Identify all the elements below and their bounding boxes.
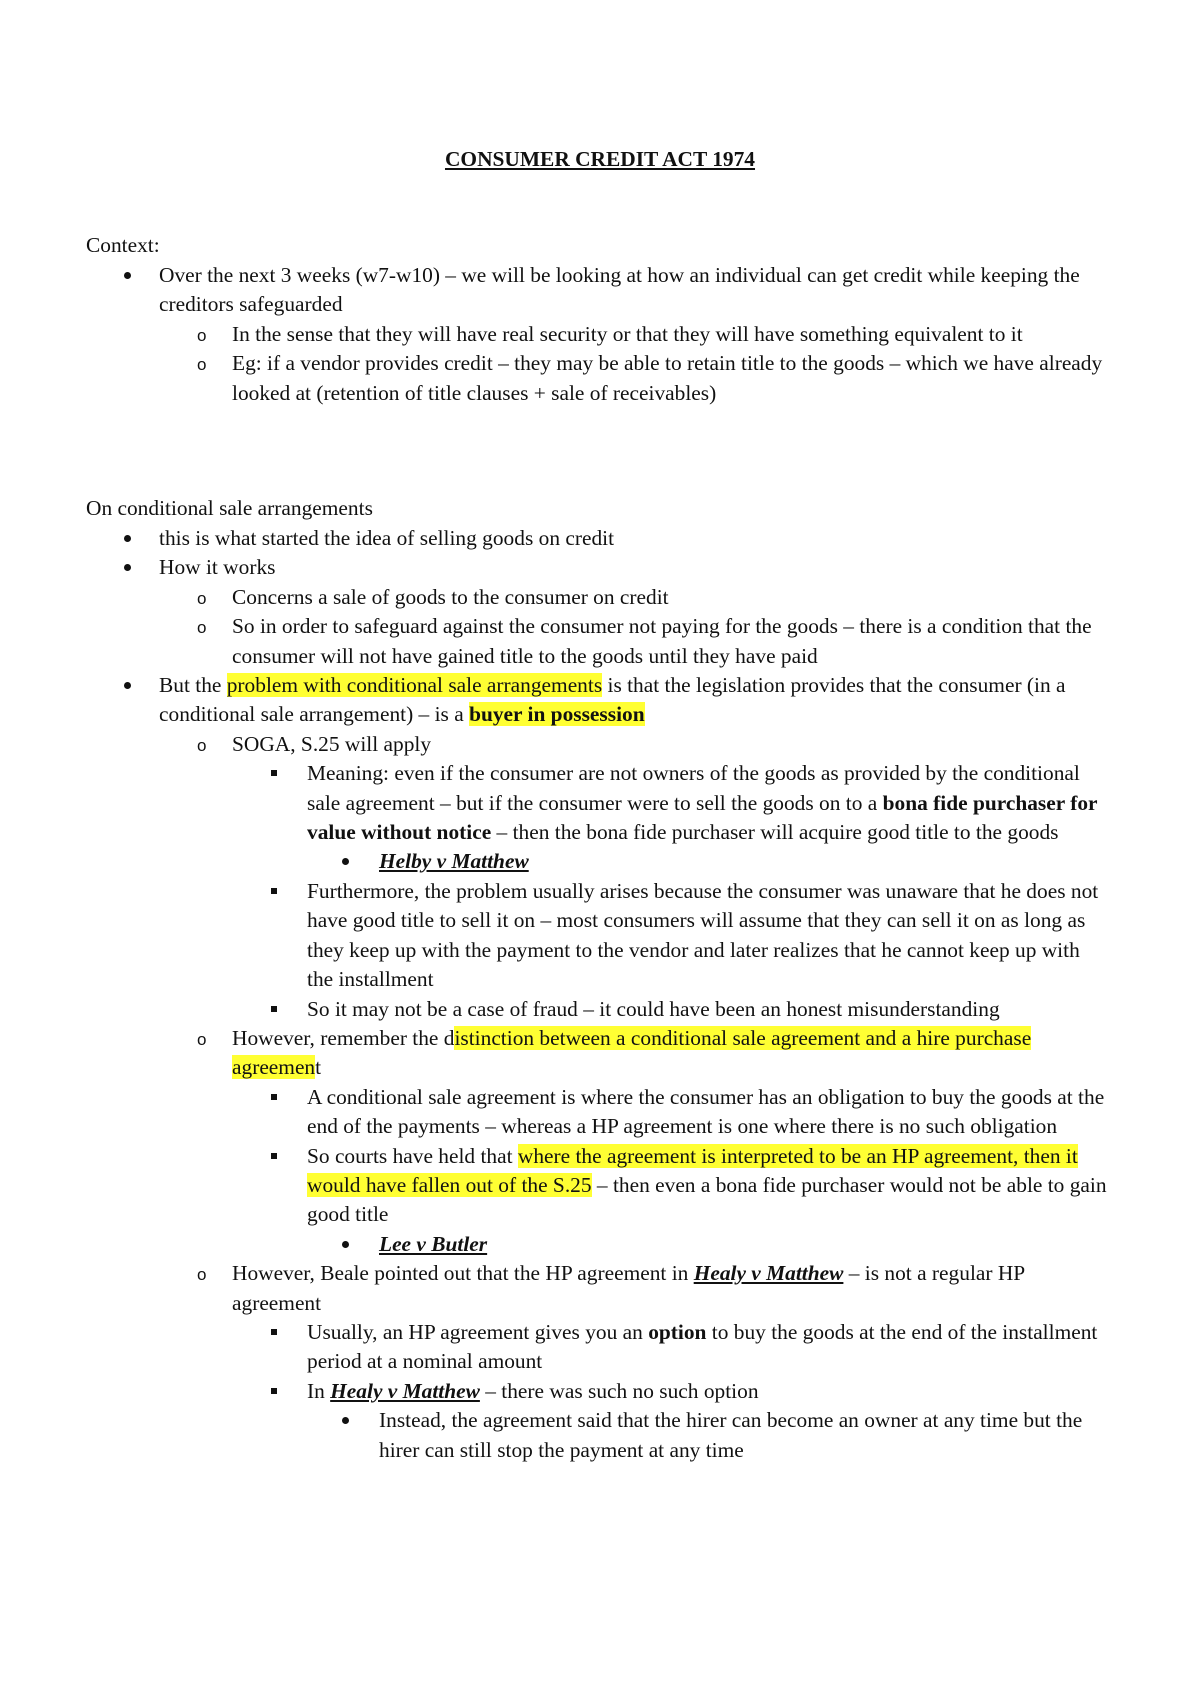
circle-bullet-icon: o [197,618,207,638]
list-item: o However, remember the distinction between a conditional sale agreement and a hire purchase agreement [197,1025,1032,1080]
square-bullet-icon [271,1006,277,1012]
square-bullet-icon [271,1094,277,1100]
list-item: o Eg: if a vendor provides credit – they may be able to retain title to the goods – which we have already looked at (retention of title clauses + sale of receivables) [197,351,1103,405]
square-bullet-icon [271,770,277,776]
circle-bullet-icon: o [197,355,207,375]
case-reference: Lee v Butler [379,1231,488,1256]
list-item: this is what started the idea of selling goods on credit [0,524,1119,553]
list-item [0,847,1119,876]
list-item: But the problem with conditional sale arrangements is that the legislation provides that the consumer (in a conditional sale arrangement) – is a buyer in possession [0,671,1119,730]
highlight: where the agreement is interpreted to be an HP agreement, then it would have fallen out of the S.25 [307,1143,1078,1197]
square-bullet-icon [271,888,277,894]
highlight: istinction between a conditional sale agreement and a hire purchase agreemen [232,1025,1032,1080]
list-item: A conditional sale agreement is where the consumer has an obligation to buy the goods at the end of the payments – whereas a HP agreement is one where there is no such obligation [0,1083,1107,1142]
bullet-icon [124,272,131,279]
list-item: o So in order to safeguard against the consumer not paying for the goods – there is a condition that the consumer will not have gained title to the goods until they have paid [197,614,1092,668]
list-item: Meaning: even if the consumer are not owners of the goods as provided by the conditional sale agreement – but if the consumer were to sell the goods on to a bona fide purchaser for value without notice – then the bona fide purchaser will acquire good title to the goods [0,759,1107,847]
list-item: How it works [0,553,1119,582]
conditional-list [0,524,1200,1465]
list-item: Furthermore, the problem usually arises because the consumer was unaware that he does not have good title to sell it on – most consumers will assume that they can sell it on as long as they keep up with the payment to the vendor and later realizes that he cannot keep up with the installment [0,877,1107,995]
context-heading: Context: [86,233,160,257]
bullet-icon [124,682,131,689]
case-reference: Healy v Matthew [693,1261,844,1286]
circle-bullet-icon: o [197,1265,207,1285]
list-item: o However, Beale pointed out that the HP agreement in Healy v Matthew – is not a regular HP agreement [197,1261,1025,1315]
square-bullet-icon [271,1329,277,1335]
list-item: Instead, the agreement said that the hirer can become an owner at any time but the hirer can still stop the payment at any time [0,1406,1119,1465]
case-reference: Healy v Matthew [330,1378,480,1403]
highlight: problem with conditional sale arrangements [226,673,603,698]
circle-bullet-icon: o [197,588,207,608]
list-item: So it may not be a case of fraud – it could have been an honest misunderstanding [0,995,1107,1024]
highlight: buyer in possession [469,702,645,727]
circle-bullet-icon: o [197,1029,207,1049]
bullet-icon [342,858,349,865]
list-item: o SOGA, S.25 will apply [0,730,1112,759]
list-item: o In the sense that they will have real security or that they will have something equivalent to it [0,320,1112,349]
case-reference: Helby v Matthew [379,849,529,874]
context-list [0,261,1200,408]
list-item: Over the next 3 weeks (w7-w10) – we will be looking at how an individual can get credit while keeping the creditors safeguarded [0,261,1119,320]
bullet-icon [342,1241,349,1248]
bullet-icon [124,564,131,571]
document-title: CONSUMER CREDIT ACT 1974 [444,147,756,171]
circle-bullet-icon: o [197,325,207,345]
list-item [0,1230,1119,1259]
square-bullet-icon [271,1388,277,1394]
conditional-heading: On conditional sale arrangements [86,496,373,520]
bullet-icon [124,535,131,542]
bullet-icon [342,1417,349,1424]
list-item: o Concerns a sale of goods to the consumer on credit [0,583,1112,612]
list-item: In Healy v Matthew – there was such no such option [0,1377,1107,1406]
list-item: So courts have held that where the agreement is interpreted to be an HP agreement, then it would have fallen out of the S.25 – then even a bona fide purchaser would not be able to gain good title [0,1142,1107,1230]
circle-bullet-icon: o [197,735,207,755]
list-item: Usually, an HP agreement gives you an option to buy the goods at the end of the installment period at a nominal amount [0,1318,1107,1377]
square-bullet-icon [271,1153,277,1159]
